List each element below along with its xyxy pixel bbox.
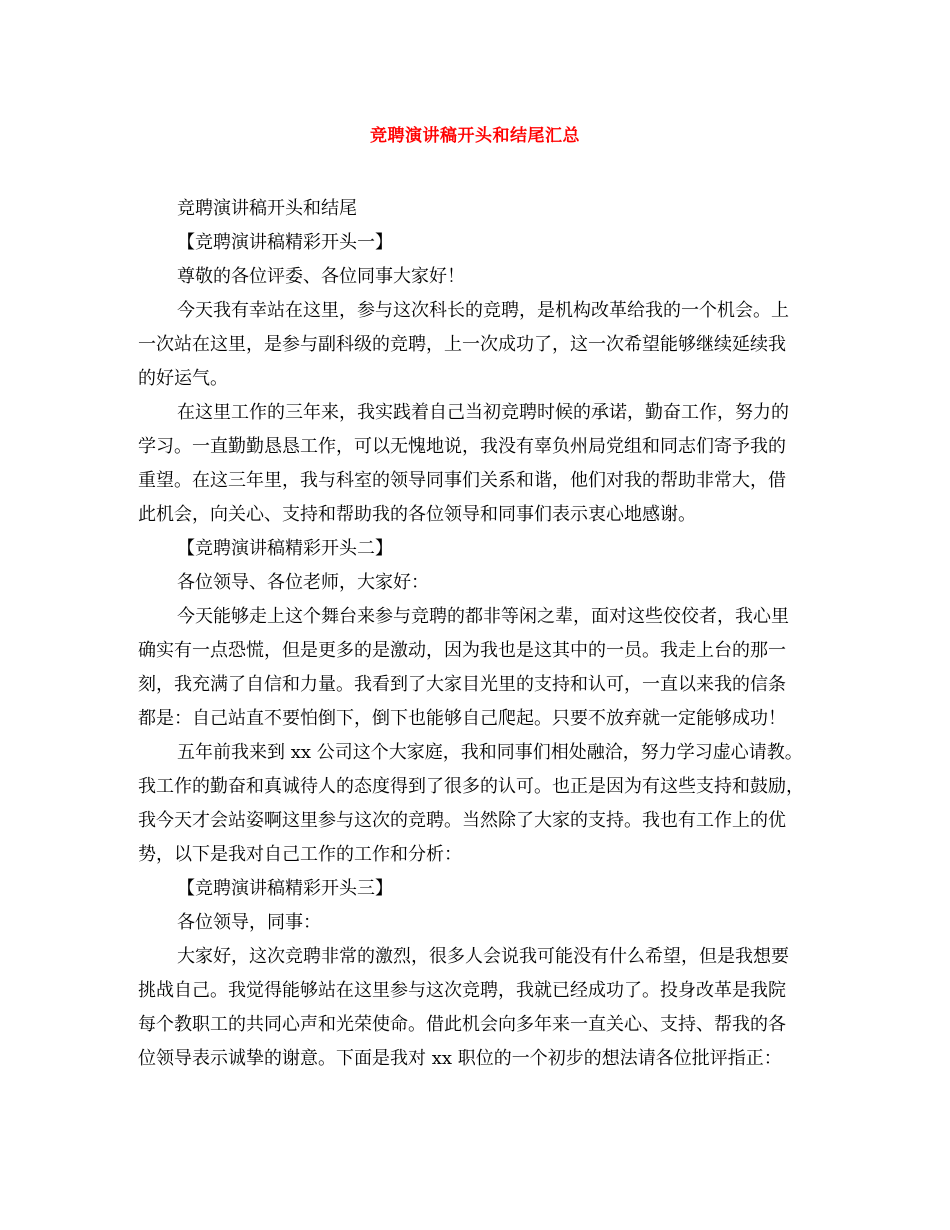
paragraph [138,736,813,872]
paragraph-line: 学习。一直勤勤恳恳工作，可以无愧地说，我没有辜负州局党组和同志们寄予我的 [138,436,786,457]
paragraph-line: 都是：自己站直不要怕倒下，倒下也能够自己爬起。只要不放弃就一定能够成功！ [138,708,786,729]
paragraph-line: 重望。在这三年里，我与科室的领导同事们关系和谐，他们对我的帮助非常大，借 [138,470,786,491]
paragraph-line: 挑战自己。我觉得能够站在这里参与这次竞聘，我就已经成功了。投身改革是我院 [138,980,786,1001]
paragraph-line: 我今天才会站姿啊这里参与这次的竞聘。当然除了大家的支持。我也有工作上的优 [138,810,786,831]
paragraph-line: 五年前我来到 xx 公司这个大家庭，我和同事们相处融洽，努力学习虚心请教。 [177,742,803,763]
paragraph-line: 一次站在这里，是参与副科级的竞聘，上一次成功了，这一次希望能够继续延续我 [138,334,786,355]
paragraph-line: 在这里工作的三年来，我实践着自己当初竞聘时候的承诺，勤奋工作，努力的 [177,402,789,423]
document-body [138,192,813,1076]
paragraph [138,226,813,260]
paragraph-line: 尊敬的各位评委、各位同事大家好！ [177,266,465,287]
paragraph [138,906,813,940]
paragraph-line: 刻，我充满了自信和力量。我看到了大家目光里的支持和认可，一直以来我的信条 [138,674,786,695]
paragraph [138,566,813,600]
paragraph [138,396,813,532]
paragraph-line: 此机会，向关心、支持和帮助我的各位领导和同事们表示衷心地感谢。 [138,504,696,525]
paragraph-line: 今天能够走上这个舞台来参与竞聘的都非等闲之辈，面对这些佼佼者，我心里 [177,606,789,627]
paragraph-line: 【竞聘演讲稿精彩开头二】 [177,538,393,559]
paragraph-line: 今天我有幸站在这里，参与这次科长的竞聘，是机构改革给我的一个机会。上 [177,300,789,321]
paragraph-line: 势，以下是我对自己工作的工作和分析： [138,844,462,865]
paragraph-line: 确实有一点恐慌，但是更多的是激动，因为我也是这其中的一员。我走上台的那一 [138,640,786,661]
paragraph [138,192,813,226]
paragraph-line: 位领导表示诚挚的谢意。下面是我对 xx 职位的一个初步的想法请各位批评指正： [138,1048,782,1069]
paragraph [138,294,813,396]
paragraph-line: 大家好，这次竞聘非常的激烈，很多人会说我可能没有什么希望，但是我想要 [177,946,789,967]
paragraph-line: 各位领导、各位老师，大家好： [177,572,429,593]
document-title: 竞聘演讲稿开头和结尾汇总 [370,126,580,146]
paragraph [138,600,813,736]
paragraph [138,940,813,1076]
paragraph [138,872,813,906]
paragraph [138,260,813,294]
paragraph-line: 【竞聘演讲稿精彩开头一】 [177,232,393,253]
paragraph-line: 我工作的勤奋和真诚待人的态度得到了很多的认可。也正是因为有这些支持和鼓励， [138,776,804,797]
paragraph-line: 各位领导，同事： [177,912,321,933]
paragraph-line: 的好运气。 [138,368,228,389]
paragraph-line: 每个教职工的共同心声和光荣使命。借此机会向多年来一直关心、支持、帮我的各 [138,1014,786,1035]
paragraph-line: 【竞聘演讲稿精彩开头三】 [177,878,393,899]
paragraph-line: 竞聘演讲稿开头和结尾 [177,198,357,219]
paragraph [138,532,813,566]
